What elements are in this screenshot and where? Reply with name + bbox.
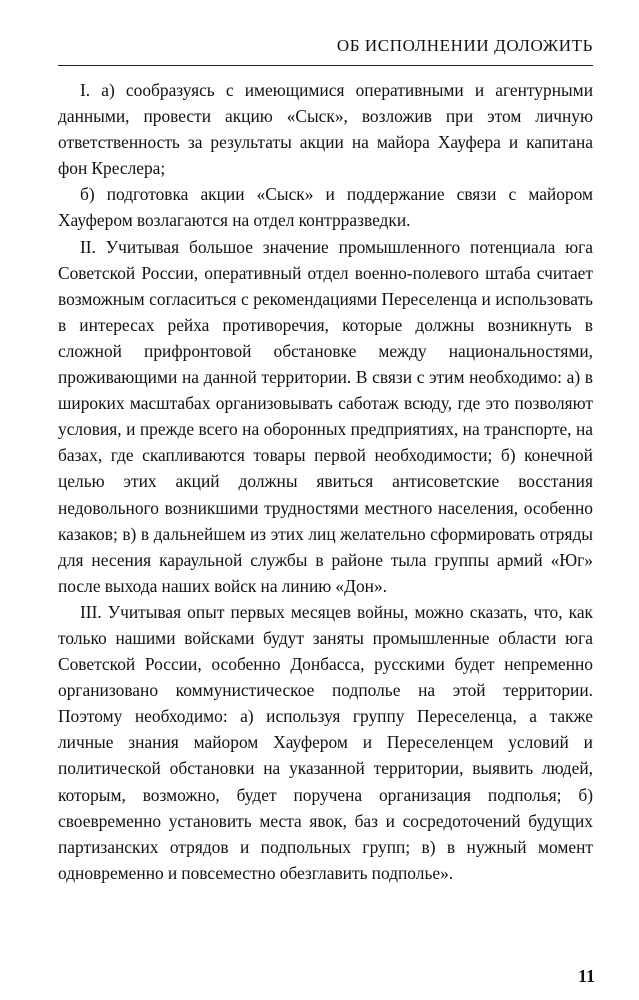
paragraph-2: б) подготовка акции «Сыск» и поддержание связи с майором Хауфером возлагаются на отдел контрразведки. bbox=[58, 184, 593, 231]
paragraph-4: III. Учитывая опыт первых месяцев войны, можно сказать, что, как только нашими войсками будут заняты промышленные области юга Советской России, особенно Донбасса, русскими будет непременно организовано коммунистическое подполье на этой территории. Поэтому необходимо: а) используя группу Переселенца, а также личные знания майором Хауфером и Переселенцем условий и политической обстановки на указанной территории, выявить людей, которым, возможно, будет поручена организация подполья; б) своевременно установить места явок, баз и сосредоточений будущих партизанских отрядов и подпольных групп; в) в нужный момент одновременно и повсеместно обезглавить подполье». bbox=[58, 601, 593, 883]
header-rule bbox=[58, 65, 593, 66]
page-number: 11 bbox=[577, 966, 595, 986]
running-header: ОБ ИСПОЛНЕНИИ ДОЛОЖИТЬ bbox=[336, 36, 593, 55]
body-text bbox=[58, 77, 593, 886]
paragraph-1: I. а) сообразуясь с имеющимися оперативными и агентурными данными, провести акцию «Сыск», возложив при этом личную ответственность за результаты акции на майора Хауфера и капитана фон Креслера; bbox=[58, 80, 593, 179]
paragraph-3: II. Учитывая большое значение промышленного потенциала юга Советской России, оперативный отдел военно-полевого штаба считает возможным согласиться с рекомендациями Переселенца и использовать в интересах рейха противоречия, которые должны возникнуть в сложной прифронтовой обстановке между национальностями, проживающими на данной территории. В связи с этим необходимо: а) в широких масштабах организовывать саботаж всюду, где это позволяют условия, и прежде всего на оборонных предприятиях, на транспорте, на базах, где скапливаются товары первой необходимости; б) конечной целью этих акций должны явиться антисоветские восстания недовольного возникшими трудностями местного населения, особенно казаков; в) в дальнейшем из этих лиц желательно сформировать отряды для несения караульной службы в районе тыла группы армий «Юг» после выхода наших войск на линию «Дон». bbox=[58, 236, 593, 596]
